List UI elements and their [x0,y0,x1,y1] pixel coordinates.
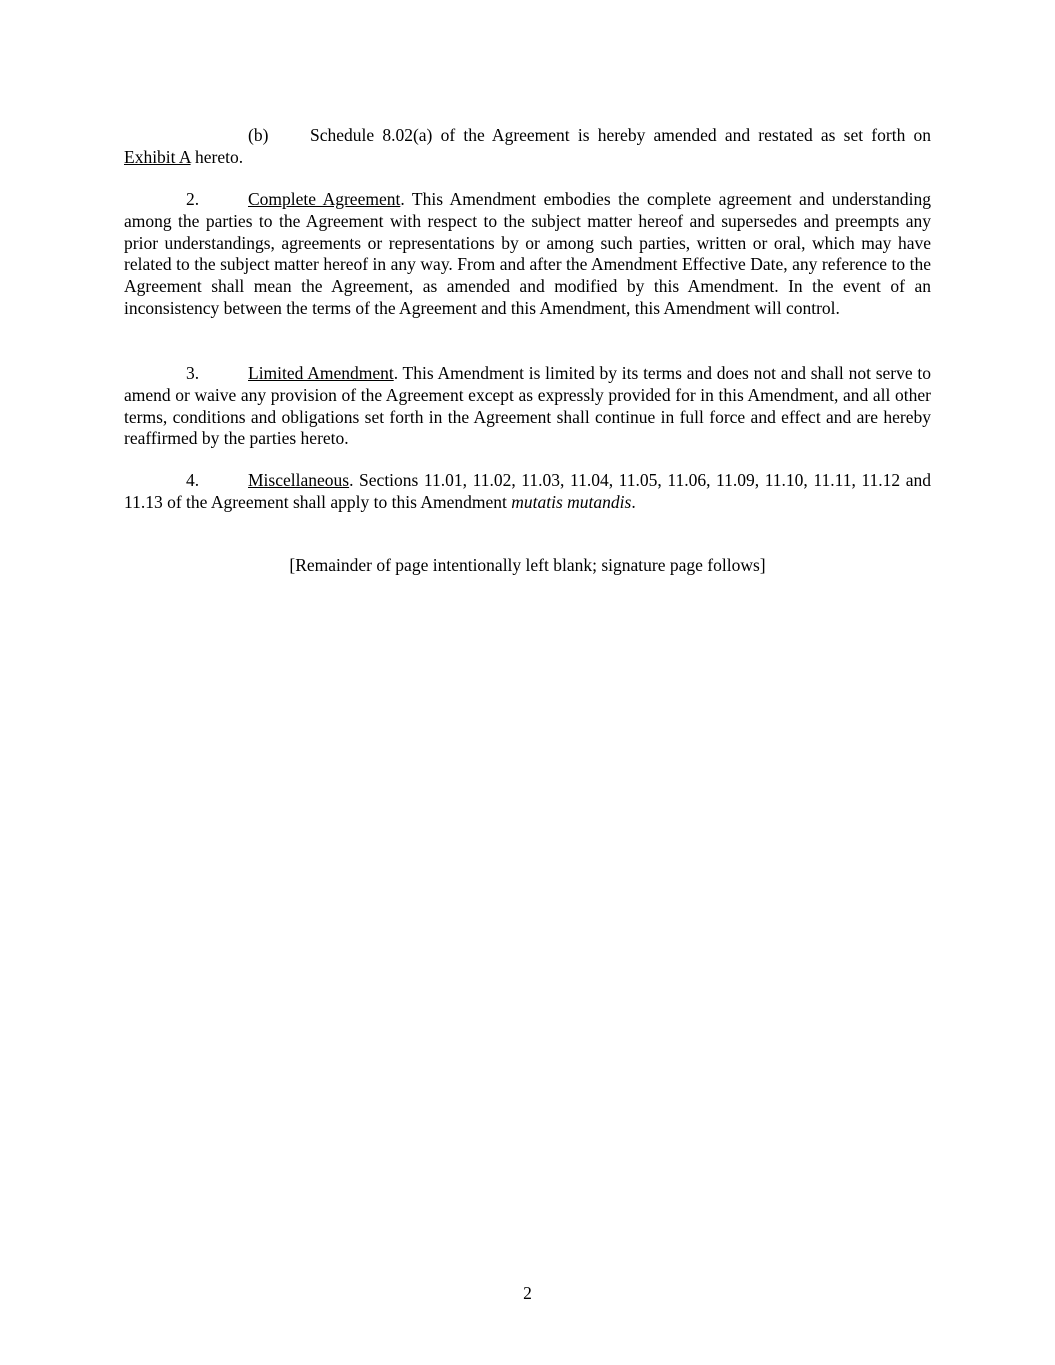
paragraph-1b [124,125,931,169]
section-body-end: . [631,491,636,512]
section-3-limited-amendment [124,363,931,450]
section-body: . This Amendment is limited by its terms and does not and shall not serve to amend or waive any provision of the Agreement except as expressly provided for in this Amendment, and all other terms, conditions and obligations set forth in the Agreement shall continue in full force and effect and are hereby reaffirmed by the parties hereto. [124,363,931,449]
section-number: 3. [186,363,200,383]
page-number: 2 [523,1283,532,1303]
section-number: 4. [186,470,200,490]
latin-phrase: mutatis mutandis [511,491,632,512]
section-2-complete-agreement [124,189,931,320]
section-heading: Miscellaneous [248,470,350,490]
section-number: 2. [186,189,200,209]
paragraph-label: (b) [248,125,269,145]
remainder-note: [Remainder of page intentionally left blank; signature page follows] [289,555,766,575]
section-heading: Complete Agreement [248,189,401,209]
exhibit-a-reference: Exhibit A [124,146,191,167]
paragraph-text: Schedule 8.02(a) of the Agreement is hereby amended and restated as set forth on [310,125,931,145]
section-body: . This Amendment embodies the complete agreement and understanding among the parties to the Agreement with respect to the subject matter hereof and supersedes and preempts any prior understandings, agreements or representations by or among such parties, written or oral, which may have related to the subject matter hereof in any way. From and after the Amendment Effective Date, any reference to the Agreement shall mean the Agreement, as amended and modified by this Amendment. In the event of an inconsistency between the terms of the Agreement and this Amendment, this Amendment will control. [124,189,931,318]
section-body: . Sections 11.01, 11.02, 11.03, 11.04, 11.05, 11.06, 11.09, 11.10, 11.11, 11.12 and 11.13 of the Agreement shall apply to this Amendment [124,470,931,512]
section-heading: Limited Amendment [248,363,394,383]
section-4-miscellaneous [124,470,931,514]
paragraph-text-end: hereto. [190,146,244,167]
